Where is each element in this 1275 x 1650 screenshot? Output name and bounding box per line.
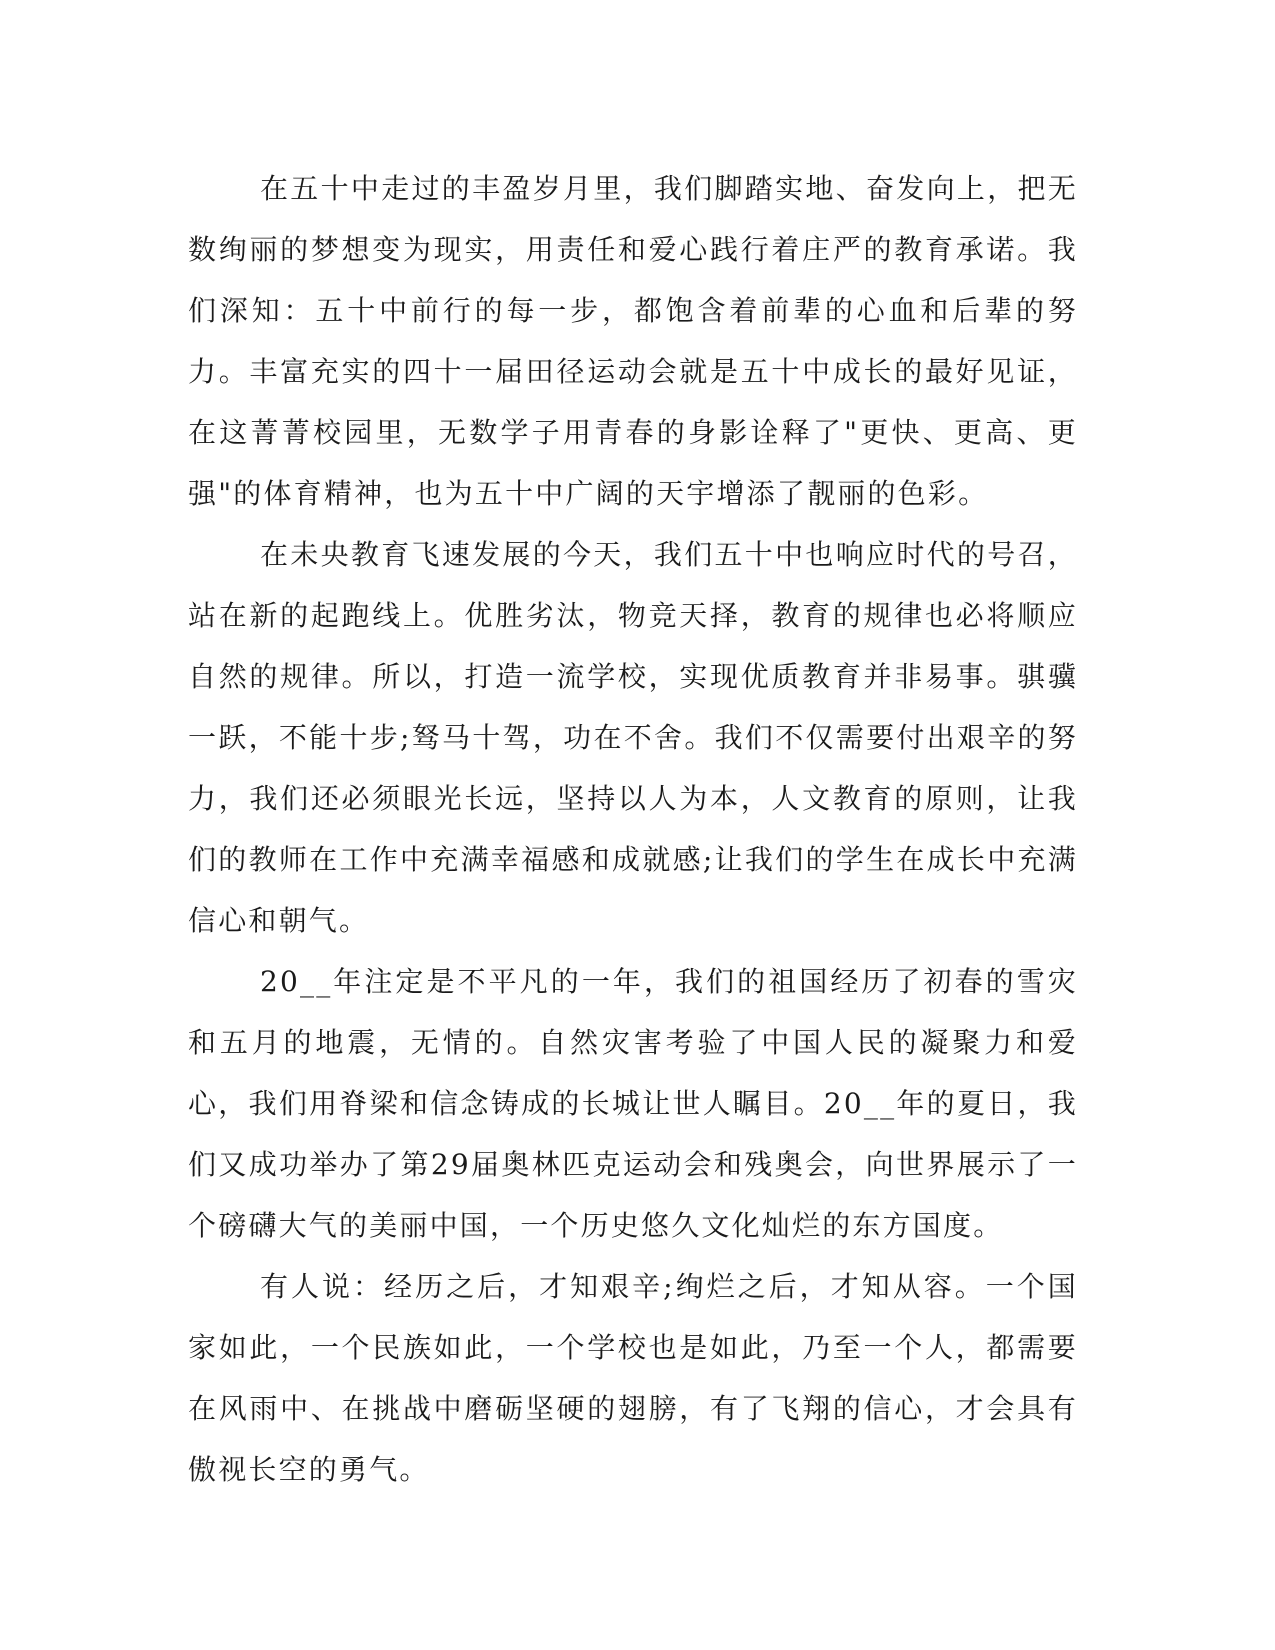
document-body: [188, 158, 1078, 1500]
paragraph-2: 在未央教育飞速发展的今天，我们五十中也响应时代的号召，站在新的起跑线上。优胜劣汰，物竞天择，教育的规律也必将顺应自然的规律。所以，打造一流学校，实现优质教育并非易事。骐骥一跃，不能十步;驽马十驾，功在不舍。我们不仅需要付出艰辛的努力，我们还必须眼光长远，坚持以人为本，人文教育的原则，让我们的教师在工作中充满幸福感和成就感;让我们的学生在成长中充满信心和朝气。: [188, 538, 1078, 937]
paragraph-3: 20__年注定是不平凡的一年，我们的祖国经历了初春的雪灾和五月的地震，无情的。自然灾害考验了中国人民的凝聚力和爱心，我们用脊梁和信念铸成的长城让世人瞩目。20__年的夏日，我们又成功举办了第29届奥林匹克运动会和残奥会，向世界展示了一个磅礴大气的美丽中国，一个历史悠久文化灿烂的东方国度。: [188, 965, 1078, 1242]
paragraph-1: 在五十中走过的丰盈岁月里，我们脚踏实地、奋发向上，把无数绚丽的梦想变为现实，用责任和爱心践行着庄严的教育承诺。我们深知：五十中前行的每一步，都饱含着前辈的心血和后辈的努力。丰富充实的四十一届田径运动会就是五十中成长的最好见证，在这菁菁校园里，无数学子用青春的身影诠释了"更快、更高、更强"的体育精神，也为五十中广阔的天宇增添了靓丽的色彩。: [188, 172, 1078, 510]
paragraph-4: 有人说：经历之后，才知艰辛;绚烂之后，才知从容。一个国家如此，一个民族如此，一个学校也是如此，乃至一个人，都需要在风雨中、在挑战中磨砺坚硬的翅膀，有了飞翔的信心，才会具有傲视长空的勇气。: [188, 1270, 1078, 1486]
